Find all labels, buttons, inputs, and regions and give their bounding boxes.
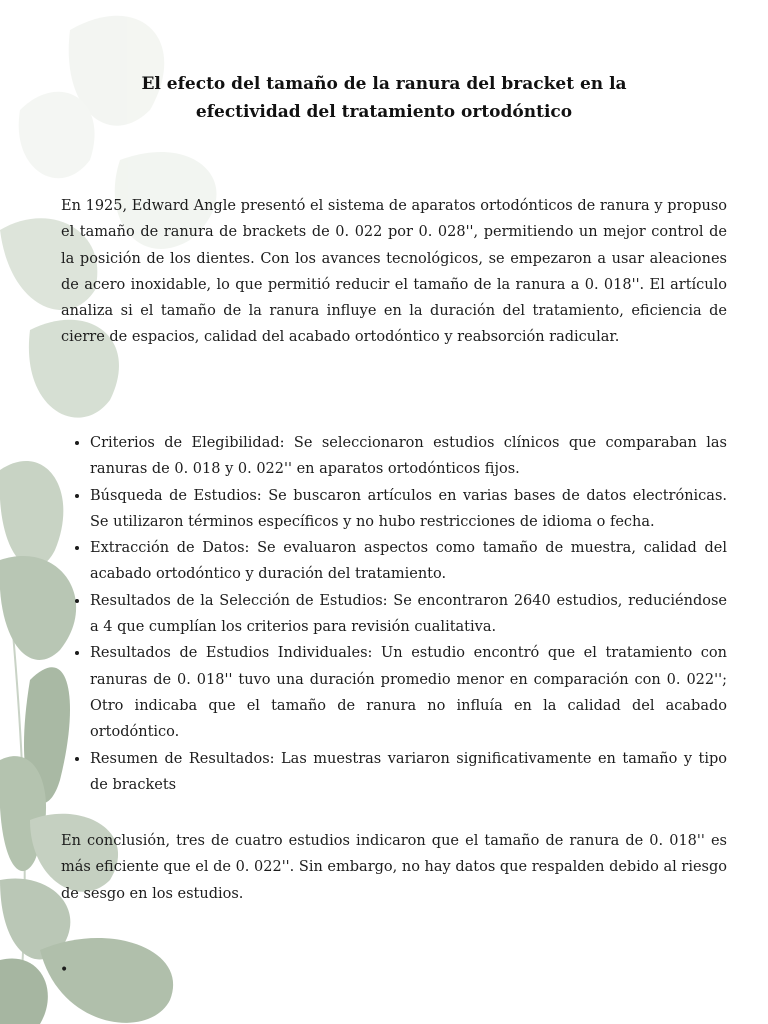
bullet-results-summary: • Resumen de Resultados: Las muestras variaron significativamente en tamaño y tipo de brackets bbox=[90, 746, 727, 799]
conclusion-paragraph: En conclusión, tres de cuatro estudios indicaron que el tamaño de ranura de 0. 018'' es más eficiente que el de 0. 022''. Sin embargo, no hay datos que respalden debido al riesgo de sesgo en los estudios. bbox=[61, 833, 727, 902]
bullet-study-selection: • Resultados de la Selección de Estudios: Se encontraron 2640 estudios, reduciéndose a 4 que cumplían los criterios para revisión cualitativa. bbox=[90, 588, 727, 641]
summary-bullet-list bbox=[61, 430, 727, 798]
bullet-data-extraction: • Extracción de Datos: Se evaluaron aspectos como tamaño de muestra, calidad del acabado ortodóntico y duración del tratamiento. bbox=[90, 535, 727, 588]
document-title: El efecto del tamaño de la ranura del bracket en la efectividad del tratamiento ortodóntico bbox=[141, 74, 627, 122]
bullet-individual-results: • Resultados de Estudios Individuales: Un estudio encontró que el tratamiento con ranuras de 0. 018'' tuvo una duración promedio menor en comparación con 0. 022''; Otro indicaba que el tamaño de ranura no influía en la calidad del acabado ortodóntico. bbox=[90, 640, 727, 745]
intro-paragraph: En 1925, Edward Angle presentó el sistema de aparatos ortodónticos de ranura y propuso el tamaño de ranura de brackets de 0. 022 por 0. 028'', permitiendo un mejor control de la posición de los dientes. Con los avances tecnológicos, se empezaron a usar aleaciones de acero inoxidable, lo que permitió reducir el tamaño de la ranura a 0. 018''. El artículo analiza si el tamaño de la ranura influye en la duración del tratamiento, eficiencia de cierre de espacios, calidad del acabado ortodóntico y reabsorción radicular. bbox=[61, 198, 727, 346]
stray-bullet-mark: • bbox=[60, 962, 69, 978]
bullet-study-search: • Búsqueda de Estudios: Se buscaron artículos en varias bases de datos electrónicas. Se utilizaron términos específicos y no hubo restricciones de idioma o fecha. bbox=[90, 483, 727, 536]
bullet-eligibility: • Criterios de Elegibilidad: Se seleccionaron estudios clínicos que comparaban las ranuras de 0. 018 y 0. 022'' en aparatos ortodónticos fijos. bbox=[90, 430, 727, 483]
